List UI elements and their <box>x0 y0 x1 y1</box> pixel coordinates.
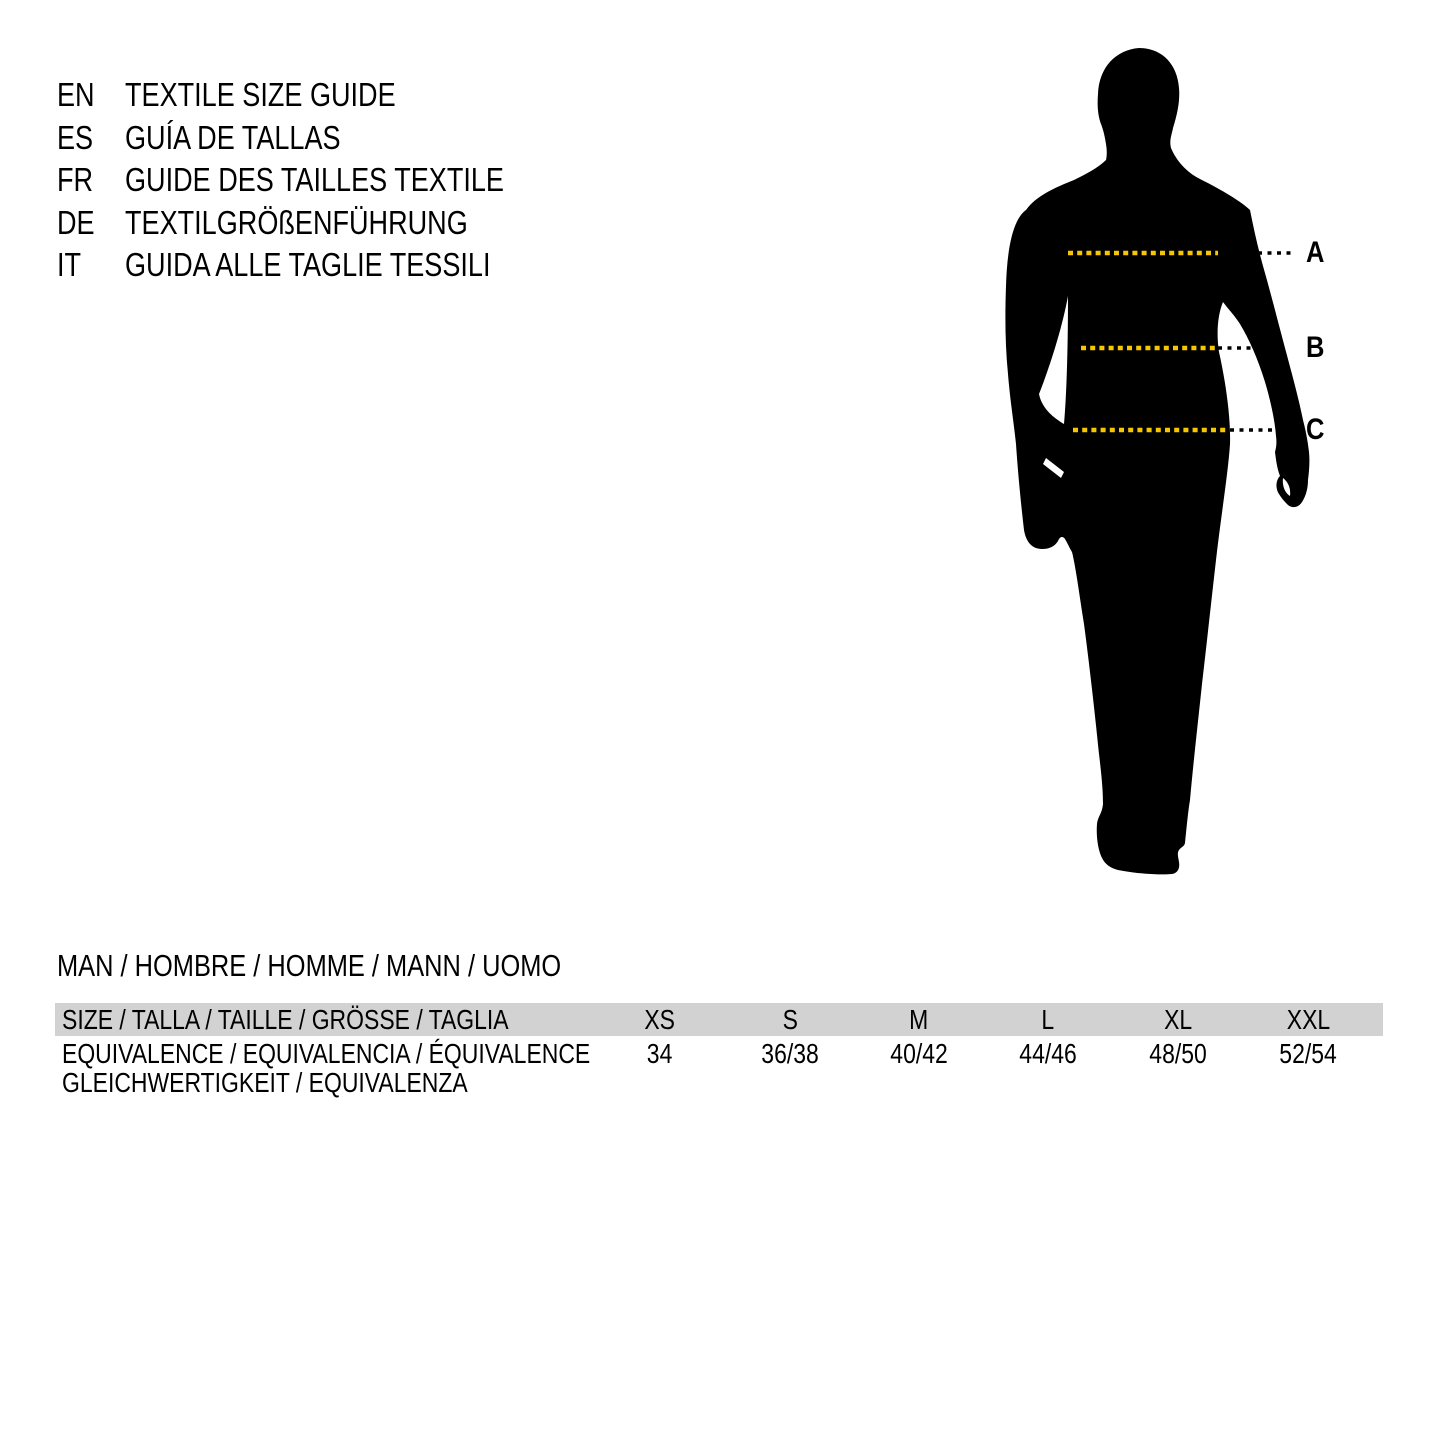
equivalence-value-l: 44/46 <box>1019 1038 1077 1069</box>
section-title-man <box>57 948 672 984</box>
equivalence-value-s: 36/38 <box>761 1038 819 1069</box>
measure-label-b: B <box>1306 331 1325 364</box>
language-code: ES <box>57 118 94 156</box>
equivalence-label-text: EQUIVALENCE / EQUIVALENCIA / ÉQUIVALENCE <box>62 1038 591 1069</box>
section-title-text: MAN / HOMBRE / HOMME / MANN / UOMO <box>57 948 562 983</box>
equivalence-row-label-line2 <box>62 1068 557 1098</box>
language-code: EN <box>57 76 95 113</box>
column-header-s: S <box>782 1004 798 1035</box>
language-title: GUÍA DE TALLAS <box>125 118 341 156</box>
man-silhouette-graphic <box>1002 44 1345 884</box>
measurement-figure <box>1002 44 1345 884</box>
language-title: TEXTILE SIZE GUIDE <box>125 76 396 113</box>
column-header-m: M <box>909 1004 929 1035</box>
equivalence-value-xxl: 52/54 <box>1279 1038 1337 1069</box>
table-header-label <box>62 1003 607 1036</box>
measure-label-c: C <box>1306 413 1325 446</box>
equivalence-value-m: 40/42 <box>890 1038 948 1069</box>
column-header-l: L <box>1041 1004 1055 1035</box>
language-title: GUIDA ALLE TAGLIE TESSILI <box>125 246 491 284</box>
language-code: IT <box>57 246 82 284</box>
column-header-xxl: XXL <box>1286 1004 1330 1035</box>
equivalence-value-xs: 34 <box>647 1038 673 1069</box>
equivalence-label-line2-text: GLEICHWERTIGKEIT / EQUIVALENZA <box>62 1067 468 1098</box>
equivalence-value-xl: 48/50 <box>1149 1038 1207 1069</box>
man-silhouette <box>1005 48 1309 874</box>
column-header-xs: XS <box>644 1004 676 1035</box>
column-header-xl: XL <box>1163 1004 1193 1035</box>
language-code: FR <box>57 161 94 199</box>
language-title: TEXTILGRÖßENFÜHRUNG <box>125 203 468 241</box>
language-title: GUIDE DES TAILLES TEXTILE <box>125 161 504 199</box>
language-code: DE <box>57 203 95 241</box>
table-header-label-text: SIZE / TALLA / TAILLE / GRÖSSE / TAGLIA <box>62 1004 509 1035</box>
measure-label-a: A <box>1306 236 1325 269</box>
